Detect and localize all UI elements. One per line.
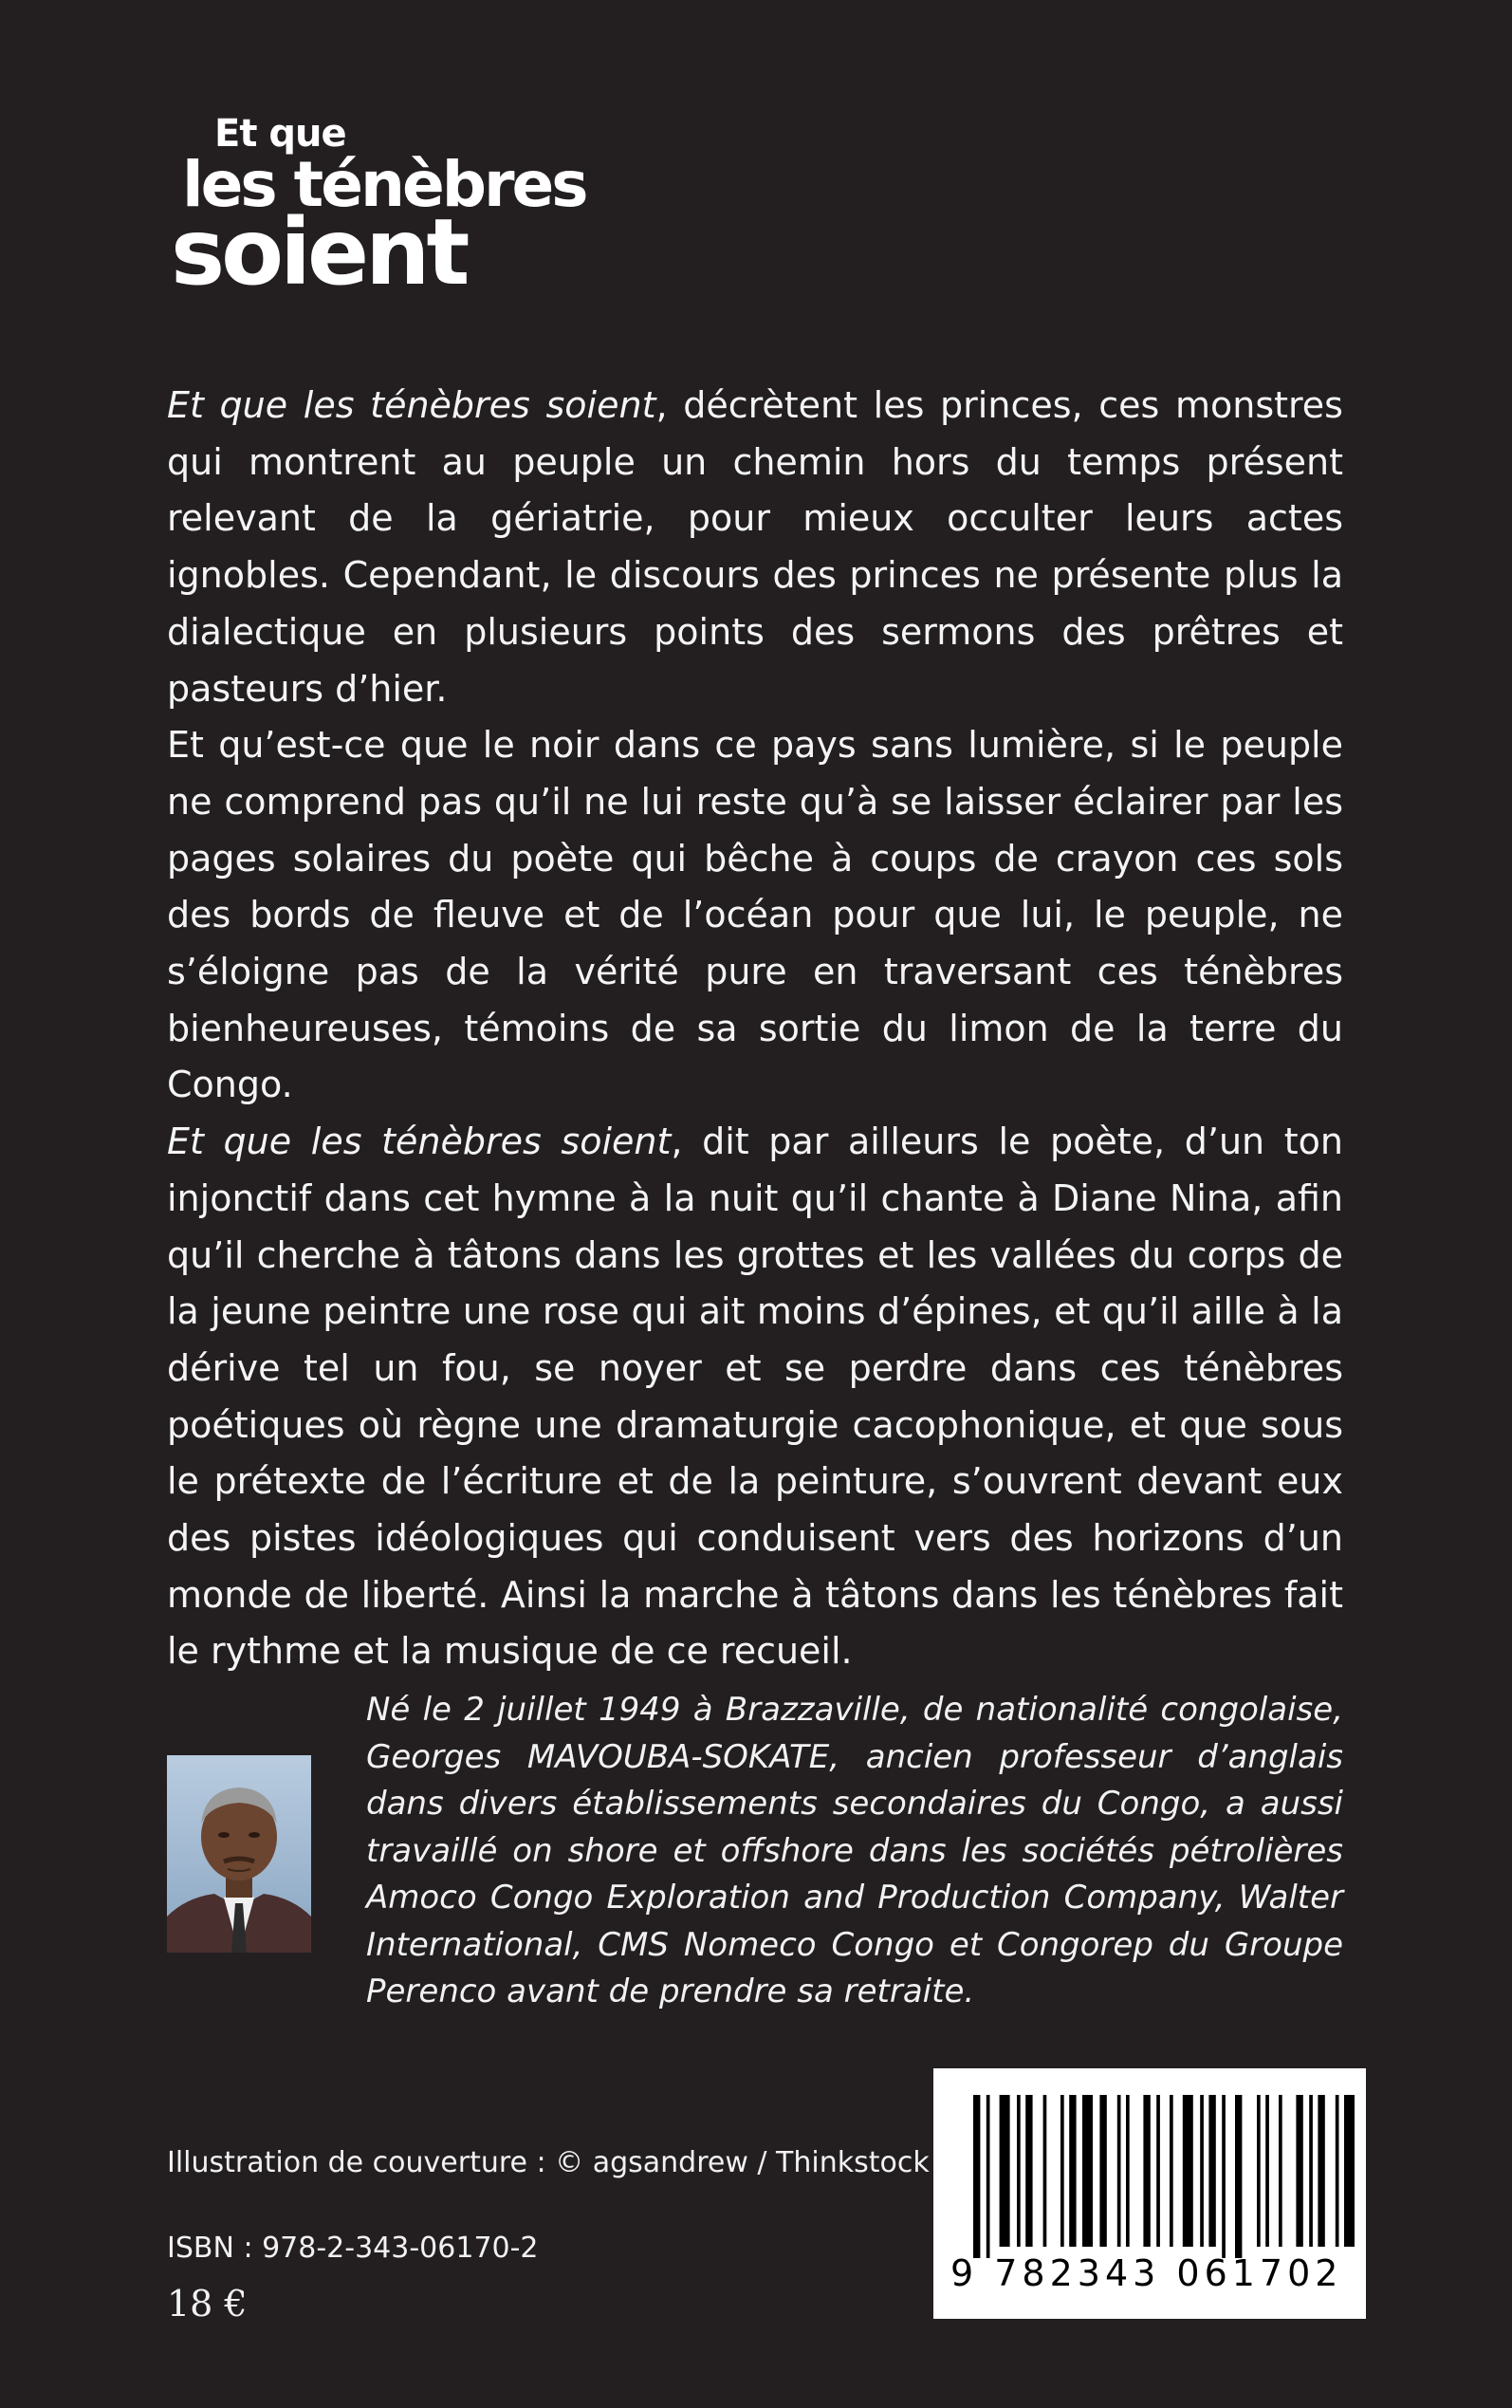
- barcode-number: 9 782343 061702: [950, 2252, 1343, 2294]
- synopsis: [167, 378, 1343, 1680]
- synopsis-title-ref: Et que les ténèbres soient: [167, 384, 656, 426]
- synopsis-text: , décrètent les princes, ces monstres qui montrent au peuple un chemin hors du temps présent relevant de la gériatrie, pour mieux occulter leurs actes ignobles. Cependant, le discours des princes ne présente plus la dialectique en plusieurs points des sermons des prêtres et pasteurs d’hier.: [167, 384, 1343, 710]
- synopsis-text: , dit par ailleurs le poète, d’un ton injonctif dans cet hymne à la nuit qu’il chante à Diane Nina, afin qu’il cherche à tâtons dans les grottes et les vallées du corps de la jeune peintre une rose qui ait moins d’épines, et qu’il aille à la dérive tel un fou, se noyer et se perdre dans ces ténèbres poétiques où règne une dramaturgie cacophonique, et que sous le prétexte de l’écriture et de la peinture, s’ouvrent devant eux des pistes idéologiques qui conduisent vers des horizons d’un monde de liberté. Ainsi la marche à tâtons dans les ténèbres fait le rythme et la musique de ce recueil.: [167, 1121, 1343, 1673]
- cover-illustration-credit: Illustration de couverture : © agsandrew / Thinkstock: [167, 2146, 930, 2179]
- barcode-bar: [1296, 2095, 1302, 2247]
- title-line-3: soient: [171, 199, 467, 306]
- title-line-2: les ténèbres: [182, 148, 586, 221]
- price: 18 €: [167, 2283, 248, 2325]
- barcode-bar: [1043, 2095, 1047, 2247]
- barcode: [933, 2068, 1366, 2319]
- barcode-bar: [1257, 2095, 1261, 2247]
- barcode-bar: [1222, 2095, 1226, 2258]
- author-bio: Né le 2 juillet 1949 à Brazzaville, de nationalité congolaise, Georges MAVOUBA-SOKATE, ancien professeur d’anglais dans divers établissements secondaires du Congo, a aussi travaillé on shore et offshore dans les sociétés pétrolières Amoco Congo Exploration and Production Company, Walter International, CMS Nomeco Congo et Congorep du Groupe Perenco avant de prendre sa retraite.: [366, 1691, 1343, 2010]
- barcode-bar: [986, 2095, 990, 2258]
- barcode-bar: [1082, 2095, 1093, 2247]
- barcode-bar: [1265, 2095, 1269, 2247]
- barcode-bar: [1183, 2095, 1193, 2247]
- barcode-bar: [1143, 2095, 1150, 2247]
- barcode-bar: [1126, 2095, 1130, 2247]
- synopsis-paragraph-2: Et qu’est-ce que le noir dans ce pays sans lumière, si le peuple ne comprend pas qu’il ne lui reste qu’à se laisser éclairer par les pages solaires du poète qui bêche à coups de crayon ces sols des bords de fleuve et de l’océan pour que lui, le peuple, ne s’éloigne pas de la vérité pure en traversant ces ténèbres bienheureuses, témoins de sa sortie du limon de la terre du Congo.: [167, 724, 1343, 1106]
- barcode-bar: [1336, 2095, 1339, 2247]
- synopsis-paragraph-3: [167, 1114, 1343, 1680]
- synopsis-title-ref: Et que les ténèbres soient: [167, 1121, 672, 1163]
- barcode-bar: [1235, 2095, 1242, 2258]
- barcode-bar: [1117, 2095, 1121, 2247]
- barcode-bars: [933, 2068, 1366, 2258]
- barcode-bar: [1200, 2095, 1204, 2247]
- barcode-bar: [1025, 2095, 1032, 2247]
- barcode-bar: [1344, 2095, 1355, 2247]
- barcode-bar: [1000, 2095, 1010, 2247]
- barcode-bar: [1208, 2095, 1215, 2247]
- barcode-bar: [1156, 2095, 1160, 2247]
- barcode-bar: [1170, 2095, 1173, 2247]
- author-photo: [167, 1755, 311, 1953]
- barcode-bar: [1099, 2095, 1106, 2247]
- title-line-1: Et que: [214, 112, 346, 156]
- barcode-bar: [973, 2095, 980, 2258]
- barcode-bar: [1279, 2095, 1282, 2247]
- barcode-bar: [1069, 2095, 1076, 2247]
- isbn: ISBN : 978-2-343-06170-2: [167, 2232, 539, 2265]
- barcode-bar: [1309, 2095, 1313, 2247]
- barcode-bar: [1318, 2095, 1324, 2247]
- barcode-bar: [1060, 2095, 1064, 2247]
- synopsis-paragraph-1: [167, 378, 1343, 717]
- barcode-bar: [1017, 2095, 1021, 2247]
